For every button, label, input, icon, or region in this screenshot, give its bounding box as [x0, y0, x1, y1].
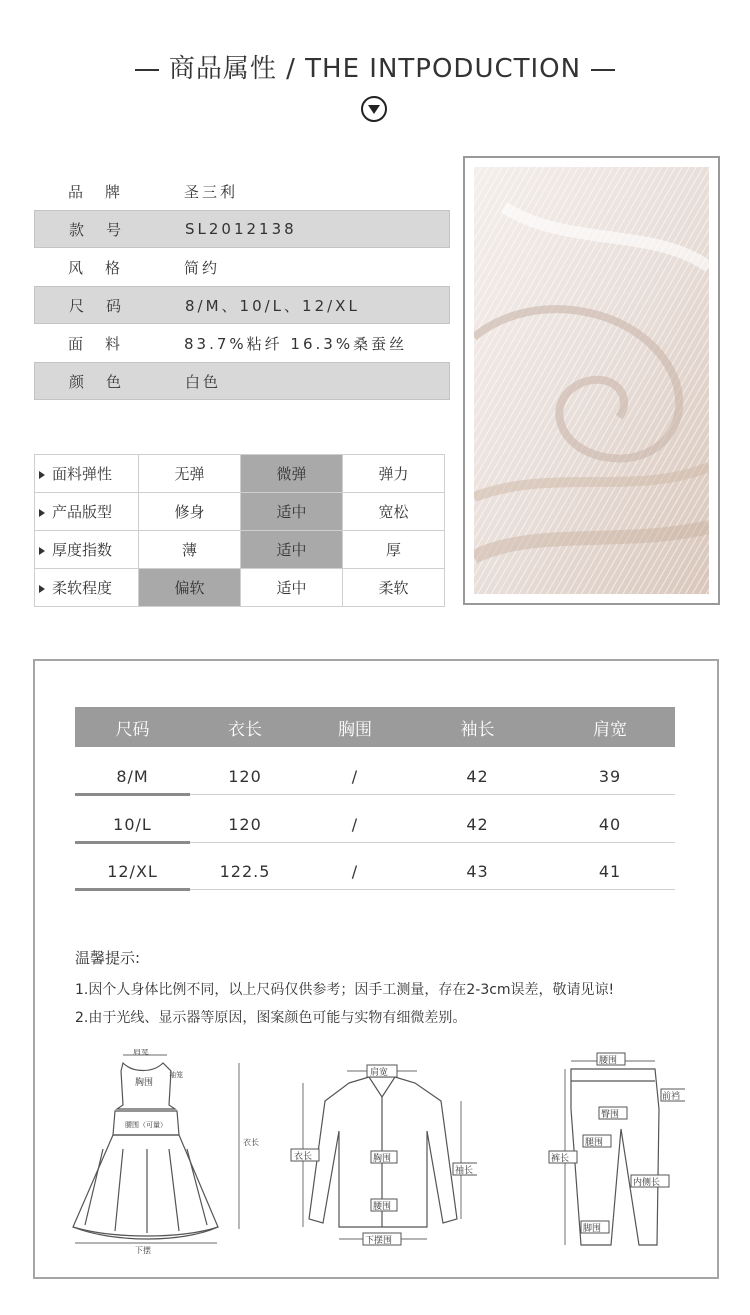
feature-option: 适中: [241, 569, 343, 607]
pants-hip-label: 臀围: [601, 1110, 620, 1120]
pants-front-rise-label: 前裆: [662, 1092, 681, 1102]
feature-option: 柔软: [343, 569, 445, 607]
attribute-table: [34, 172, 450, 400]
attribute-value: 圣三利: [184, 182, 239, 201]
size-header-cell: 衣长: [228, 719, 262, 740]
feature-option-selected: 适中: [241, 493, 343, 531]
size-cell: 122.5: [219, 862, 271, 881]
size-cell: 41: [598, 862, 622, 881]
size-cell: 39: [598, 767, 622, 786]
dress-waist-label: 腰围（可量）: [125, 1121, 167, 1129]
attribute-key: 品牌: [68, 182, 143, 201]
pants-thigh-label: 腿围: [585, 1138, 604, 1148]
tips-line: 2.由于光线、显示器等原因，图案颜色可能与实物有细微差别。: [75, 1010, 467, 1026]
feature-option: 宽松: [343, 493, 445, 531]
size-cell: /: [351, 815, 359, 834]
dress-measurement-diagram: [63, 1049, 263, 1259]
pants-leg-opening-label: 脚围: [583, 1224, 602, 1234]
section-title-text: 商品属性 / THE INTPODUCTION: [168, 54, 582, 84]
feature-label: 厚度指数: [35, 531, 139, 569]
shirt-shoulder-label: 肩宽: [370, 1068, 389, 1078]
size-header-cell: 肩宽: [593, 719, 627, 740]
size-cell: /: [351, 767, 359, 786]
shirt-hem-label: 下摆围: [365, 1236, 393, 1246]
feature-option-selected: 微弹: [241, 455, 343, 493]
shirt-length-label: 衣长: [294, 1152, 313, 1162]
feature-row: [35, 493, 445, 531]
dress-shoulder-label: 肩宽: [133, 1049, 149, 1056]
feature-option-selected: 偏软: [139, 569, 241, 607]
attribute-key: 颜色: [69, 372, 144, 391]
title-dash-left: [135, 69, 159, 71]
attribute-value: 白色: [185, 372, 222, 391]
fabric-photo: [474, 167, 709, 594]
row-underline: [75, 888, 190, 891]
triangle-right-icon: [39, 585, 45, 593]
feature-row: [35, 569, 445, 607]
dress-armhole-label: 袖笼: [169, 1071, 183, 1079]
dress-chest-label: 胸围: [135, 1078, 154, 1088]
attribute-key: 面料: [68, 334, 143, 353]
attribute-value: SL2012138: [185, 220, 297, 238]
attribute-value: 简约: [184, 258, 221, 277]
shirt-chest-label: 胸围: [373, 1154, 392, 1164]
feature-option: 弹力: [343, 455, 445, 493]
size-header-cell: 袖长: [460, 719, 495, 740]
attribute-row: [34, 362, 450, 400]
feature-option: 厚: [343, 531, 445, 569]
size-header-cell: 胸围: [338, 719, 372, 740]
row-underline: [75, 793, 190, 796]
shirt-measurement-diagram: [287, 1061, 477, 1255]
size-table-header: [75, 707, 675, 747]
shirt-sleeve-label: 袖长: [455, 1166, 474, 1176]
attribute-key: 风格: [68, 258, 143, 277]
triangle-right-icon: [39, 509, 45, 517]
dress-hem-label: 下摆: [135, 1246, 151, 1255]
size-chart-panel: [33, 659, 719, 1279]
size-cell: 43: [466, 862, 489, 881]
attribute-key: 尺码: [69, 296, 144, 315]
attribute-row: [34, 172, 450, 210]
chevron-down-icon: [361, 96, 387, 122]
attribute-value: 83.7%粘纤 16.3%桑蚕丝: [184, 334, 408, 353]
triangle-right-icon: [39, 471, 45, 479]
size-cell: 12/XL: [107, 862, 158, 881]
size-cell: 42: [466, 815, 489, 834]
attribute-key: 款号: [69, 220, 144, 239]
attribute-row: [34, 324, 450, 362]
dress-length-label: 衣长: [243, 1138, 259, 1147]
size-table-row: [75, 854, 675, 890]
attribute-row: [34, 286, 450, 324]
pants-measurement-diagram: [535, 1049, 685, 1259]
pants-inseam-label: 内侧长: [633, 1178, 661, 1188]
feature-option: 修身: [139, 493, 241, 531]
fabric-photo-frame: [463, 156, 720, 605]
size-cell: 8/M: [116, 767, 149, 786]
section-title: [0, 48, 750, 85]
size-cell: 120: [228, 815, 262, 834]
size-cell: 10/L: [113, 815, 152, 834]
size-table-row: [75, 807, 675, 843]
feature-option: 无弹: [139, 455, 241, 493]
feature-option: 薄: [139, 531, 241, 569]
feature-label: 产品版型: [35, 493, 139, 531]
size-cell: /: [351, 862, 359, 881]
pants-waist-label: 腰围: [599, 1056, 618, 1066]
size-table-row: [75, 759, 675, 795]
triangle-right-icon: [39, 547, 45, 555]
tips-title: 温馨提示:: [75, 949, 141, 967]
attribute-value: 8/M、10/L、12/XL: [185, 296, 360, 315]
size-cell: 42: [466, 767, 489, 786]
attribute-row: [34, 210, 450, 248]
size-cell: 120: [228, 767, 262, 786]
feature-label: 面料弹性: [35, 455, 139, 493]
feature-label: 柔软程度: [35, 569, 139, 607]
feature-table: [34, 454, 445, 607]
row-underline: [75, 841, 190, 844]
tips-line: 1.因个人身体比例不同，以上尺码仅供参考；因手工测量，存在2-3cm误差，敬请见谅!: [75, 982, 615, 998]
feature-option-selected: 适中: [241, 531, 343, 569]
feature-row: [35, 455, 445, 493]
shirt-waist-label: 腰围: [373, 1202, 392, 1212]
pants-length-label: 裤长: [551, 1154, 570, 1164]
attribute-row: [34, 248, 450, 286]
size-cell: 40: [598, 815, 622, 834]
title-dash-right: [591, 69, 615, 71]
size-header-cell: 尺码: [115, 719, 150, 740]
feature-row: [35, 531, 445, 569]
